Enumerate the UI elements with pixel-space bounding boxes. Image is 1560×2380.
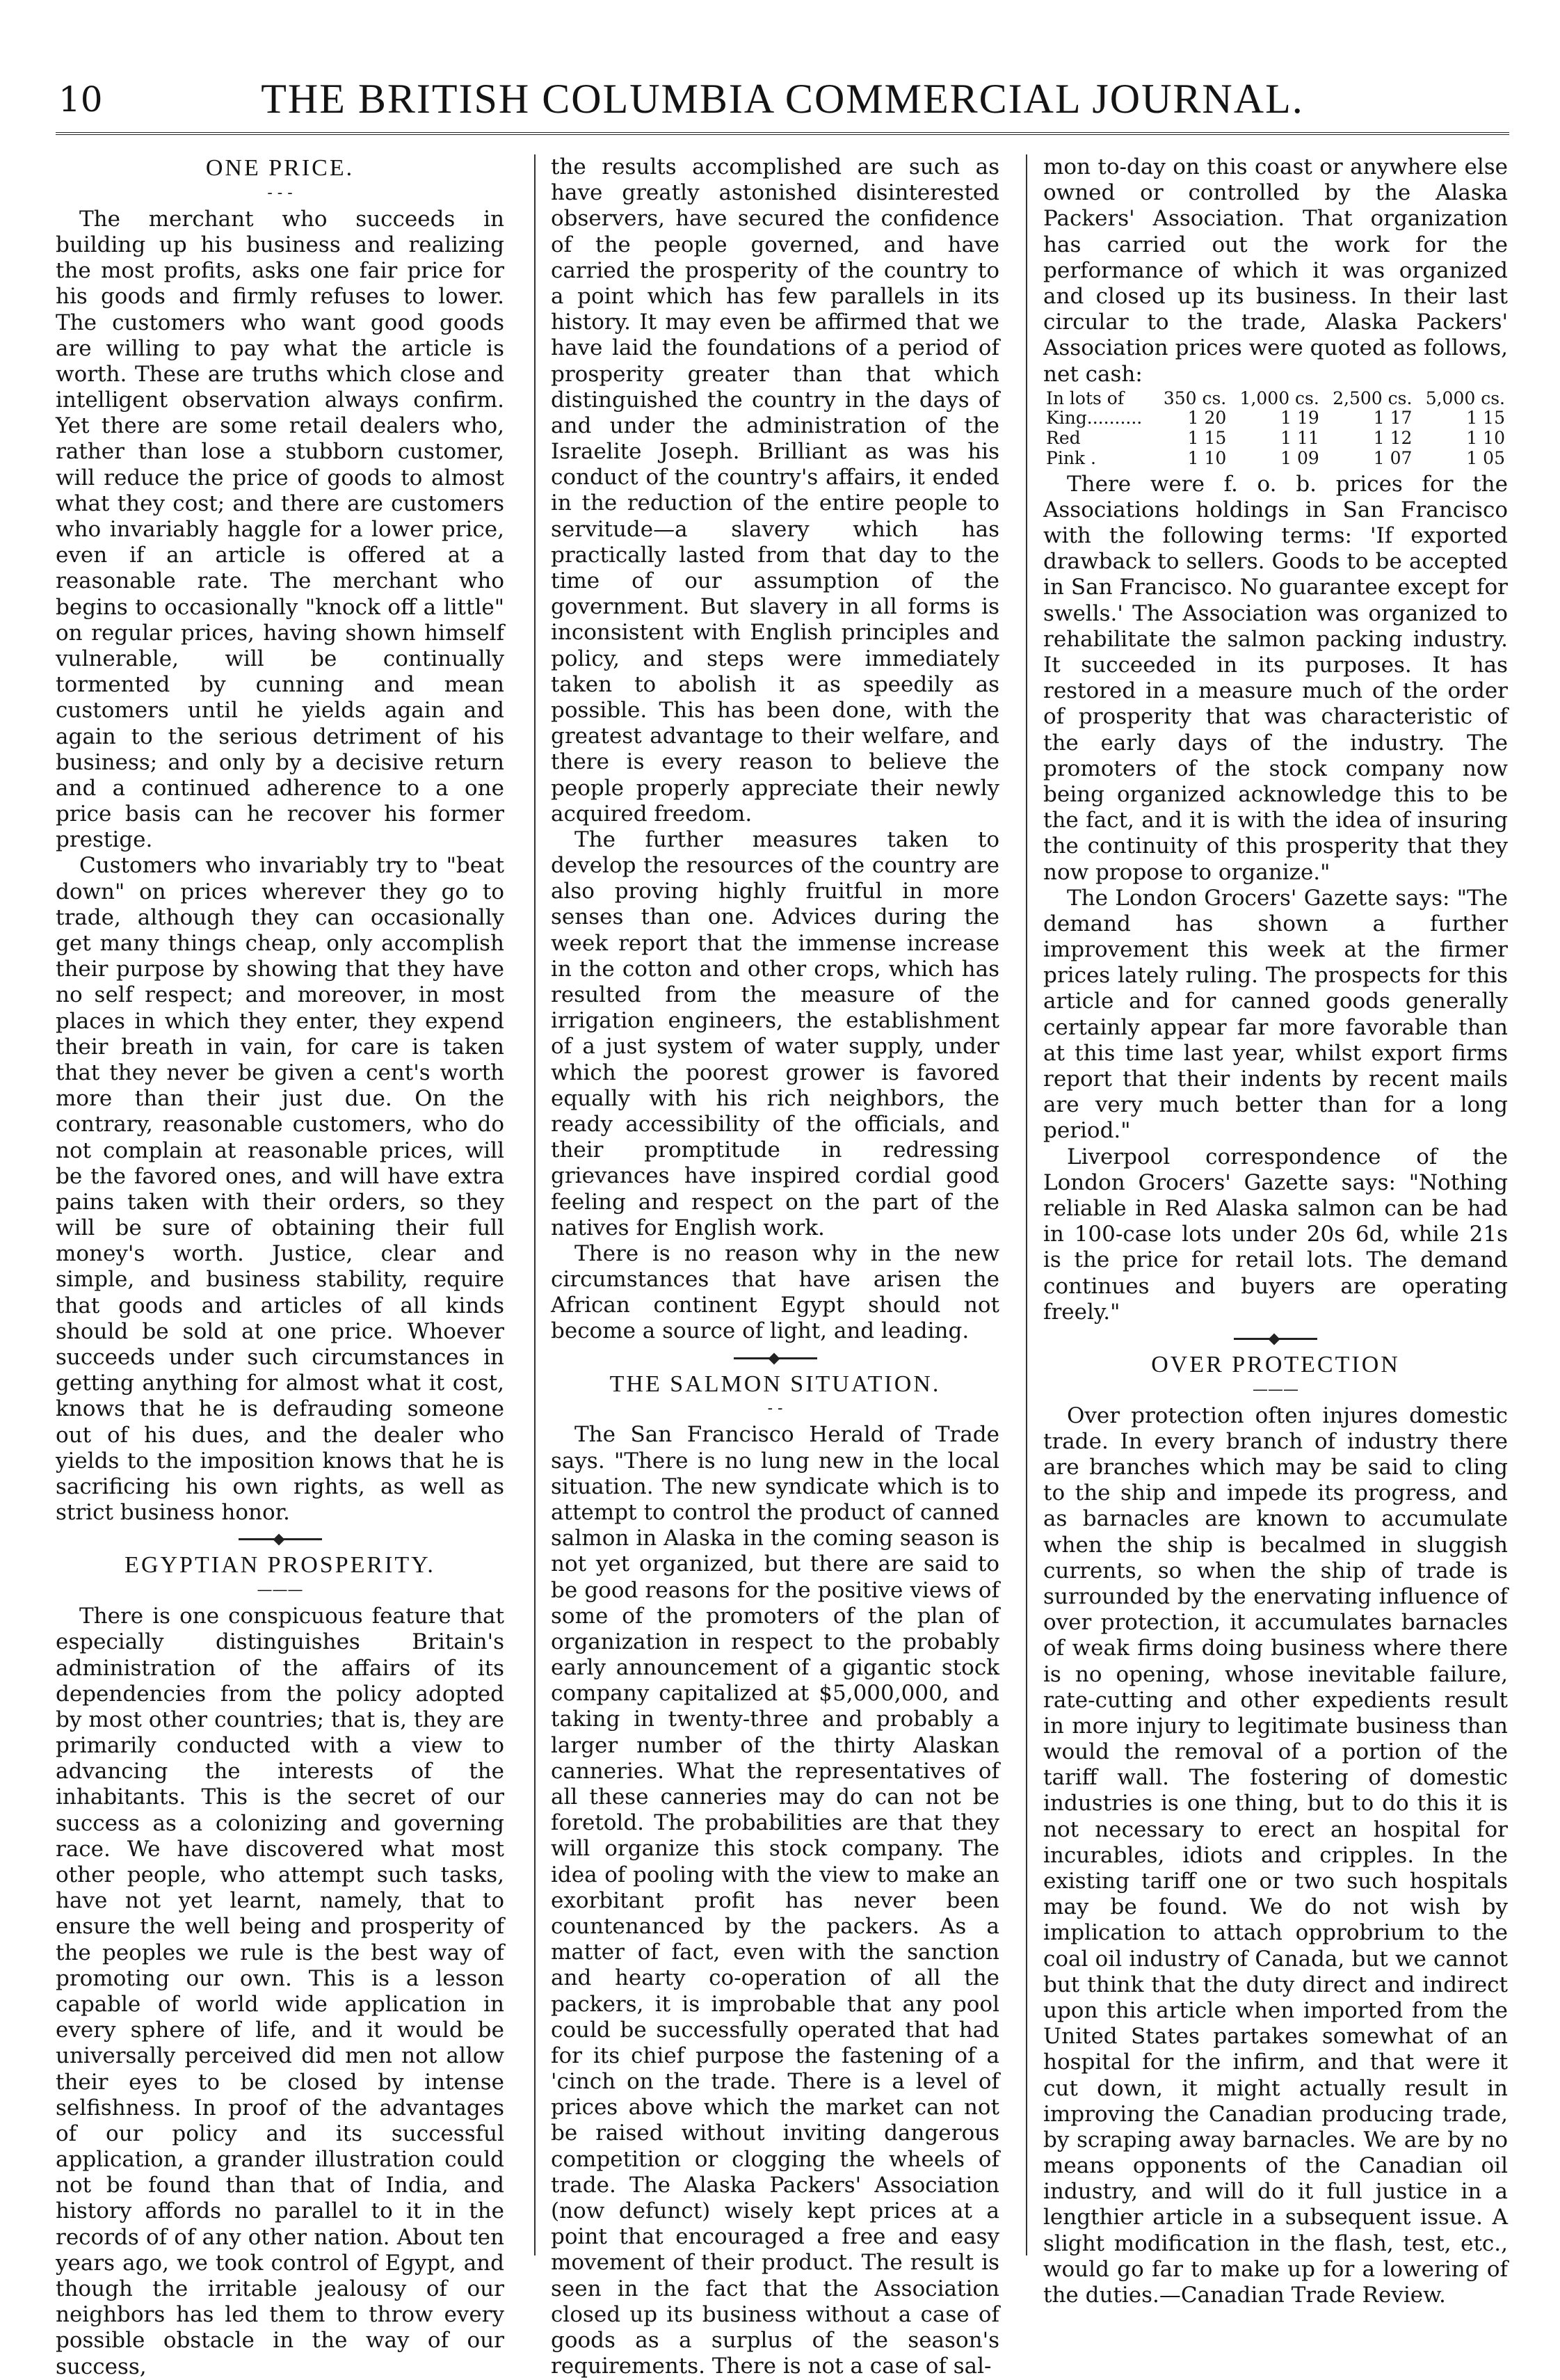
egyptian-paragraph: The further measures taken to develop the resources of the country are also proving highly fruitful in more senses than one. Advices during the week report that the immense increase in the cotton and other crops, which has resulted from the measure of the irrigation engineers, the establishment of a just system of water supply, under which the poorest grower is favored equally with his rich neighbors, the ready accessibility of the officials, and their promptitude in redressing grievances have inspired cordial good feeling and respect on the part of the natives for English work. bbox=[551, 826, 999, 1240]
price-table-cell: 1 07 bbox=[1373, 447, 1413, 468]
price-table-cell: 5,000 cs. bbox=[1425, 388, 1505, 408]
price-table-header-row bbox=[1043, 389, 1508, 409]
column-3 bbox=[1043, 154, 1508, 2308]
section-separator bbox=[734, 1357, 817, 1359]
price-table-cell: 1 19 bbox=[1280, 408, 1319, 429]
price-table-cell: In lots of bbox=[1046, 388, 1125, 408]
salmon-paragraph: The London Grocers' Gazette says: "The demand has shown a further improvement this week at the firmer prices lately ruling. The prospects for this article and for canned goods generally certainly appear far more favorable than at this time last year, whilst export firms report that their indents by recent mails are very much better than for a long period." bbox=[1043, 885, 1508, 1144]
price-table-row bbox=[1043, 408, 1508, 429]
price-table-row bbox=[1043, 449, 1508, 469]
egyptian-paragraph: There is one conspicuous feature that especially distinguishes Britain's administration of the affairs of its dependencies from the policy adopted by most other countries; that is, they are primarily conducted with a view to advancing the interests of the inhabitants. This is the secret of our success as a colonizing and governing race. We have discovered what most other people, who attempt such tasks, have not yet learnt, namely, that to ensure the well being and prosperity of the peoples we rule is the best way of promoting our own. This is a lesson capable of world wide application in every sphere of life, and it would be universally perceived did men not allow their eyes to be closed by intense selfishness. In proof of the advantages of our policy and its successful application, a grander illustration could not be found than that of India, and history affords no parallel to it in the records of of any other nation. About ten years ago, we took control of Egypt, and though the irritable jealousy of our neighbors has led them to throw every possible obstacle in the way of our success, bbox=[56, 1604, 504, 2379]
column-divider-2 bbox=[1026, 154, 1027, 2255]
price-table-cell: 1 10 bbox=[1466, 428, 1505, 449]
salmon-paragraph: The San Francisco Herald of Trade says. "There is no lung new in the local situation. The new syndicate which is to attempt to control the product of canned salmon in Alaska in the coming season is not yet organized, but there are said to be good reasons for the positive views of some of the promoters of the plan of organization in respect to the probably early announcement of a gigantic stock company capitalized at $5,000,000, and taking in twenty-three and probably a larger number of the thirty Alaskan canneries. What the representatives of all these canneries may do can not be foretold. The probabilities are that they will organize this stock company. The idea of pooling with the view to make an exorbitant profit has never been countenanced by the packers. As a matter of fact, even with the sanction and hearty co-operation of all the packers, it is improbable that any pool could be successfully operated that had for its chief purpose the fastening of a 'cinch on the trade. There is a level of prices above which the market can not be raised without inviting dangerous competition or clogging the wheels of trade. The Alaska Packers' Association (now defunct) wisely kept prices at a point that encouraged a free and easy movement of their product. The result is seen in the fact that the Association closed up its business without a case of goods as a surplus of the season's requirements. There is not a case of sal- bbox=[551, 1422, 999, 2379]
over-protection-heading: OVER PROTECTION bbox=[1151, 1351, 1400, 1377]
price-table-cell: Red bbox=[1046, 428, 1081, 449]
egyptian-paragraph-continued: the results accomplished are such as have greatly astonished disinterested observers, have secured the confidence of the people governed, and have carried the prosperity of the country to a point which has few parallels in its history. It may even be affirmed that we have laid the foundations of a period of prosperity greater than that which distinguished the country in the days of and under the administration of the Israelite Joseph. Brilliant as was his conduct of the country's affairs, it ended in the reduction of the entire people to servitude—a slavery which has practically lasted from that day to the time of our assumption of the government. But slavery in all forms is inconsistent with English principles and policy, and steps were immediately taken to abolish it as speedily as possible. This has been done, with the greatest advantage to their welfare, and there is every reason to believe the people properly appreciate their newly acquired freedom. bbox=[551, 154, 999, 826]
column-divider-1 bbox=[534, 154, 536, 2255]
header-rule bbox=[56, 132, 1509, 135]
heading-dash: - - bbox=[767, 1400, 783, 1418]
salmon-paragraph: Liverpool correspondence of the London Grocers' Gazette says: "Nothing reliable in Red Alaska salmon can be had in 100-case lots under 20s 6d, while 21s is the price for retail lots. The demand continues and buyers are operating freely." bbox=[1043, 1144, 1508, 1325]
price-table-cell: King.......... bbox=[1046, 408, 1143, 429]
price-table-cell: 350 cs. bbox=[1163, 388, 1227, 408]
salmon-price-table bbox=[1043, 389, 1508, 469]
price-table-cell: 1 17 bbox=[1373, 408, 1413, 429]
price-table-row bbox=[1043, 429, 1508, 449]
section-separator bbox=[1234, 1338, 1317, 1340]
section-separator bbox=[239, 1538, 322, 1540]
page-number: 10 bbox=[58, 79, 103, 120]
column-1 bbox=[56, 154, 504, 2379]
egyptian-paragraph: There is no reason why in the new circumstances that have arisen the African continent Egypt should not become a source of light, and leading. bbox=[551, 1240, 999, 1344]
one-price-paragraph: The merchant who succeeds in building up his business and realizing the most profits, asks one fair price for his goods and firmly refuses to lower. The customers who want good goods are willing to pay what the article is worth. These are truths which close and intelligent observation always confirm. Yet there are some retail dealers who, rather than lose a stubborn customer, will reduce the price of goods to almost what they cost; and there are customers who invariably haggle for a lower price, even if an article is offered at a reasonable rate. The merchant who begins to occasionally "knock off a little" on regular prices, having shown himself vulnerable, will be continually tormented by cunning and mean customers until he yields again and again to the serious detriment of his business; and only by a decisive return and a continued adherence to a one price basis can he recover his former prestige. bbox=[56, 206, 504, 853]
heading-dash: ——— bbox=[1253, 1380, 1298, 1398]
heading-dash: - - - bbox=[267, 184, 293, 202]
page-header bbox=[56, 75, 1509, 131]
salmon-paragraph-continued: mon to-day on this coast or anywhere else owned or controlled by the Alaska Packers' Association. That organization has carried out the work for the performance of which it was organized and closed up its business. In their last circular to the trade, Alaska Packers' Association prices were quoted as follows, net cash: bbox=[1043, 154, 1508, 387]
price-table-cell: 1 10 bbox=[1187, 447, 1227, 468]
one-price-heading: ONE PRICE. bbox=[205, 155, 355, 181]
price-table-cell: 1 11 bbox=[1280, 428, 1319, 449]
price-table-cell: 1 15 bbox=[1187, 428, 1227, 449]
heading-dash: ——— bbox=[257, 1581, 303, 1599]
price-table-cell: Pink . bbox=[1046, 447, 1096, 468]
price-table-cell: 2,500 cs. bbox=[1333, 388, 1413, 408]
price-table-cell: 1 05 bbox=[1466, 447, 1505, 468]
price-table-cell: 1 20 bbox=[1187, 408, 1227, 429]
salmon-situation-heading: THE SALMON SITUATION. bbox=[609, 1371, 941, 1397]
price-table-cell: 1,000 cs. bbox=[1239, 388, 1319, 408]
price-table-cell: 1 09 bbox=[1280, 447, 1319, 468]
egyptian-prosperity-heading: EGYPTIAN PROSPERITY. bbox=[124, 1552, 435, 1579]
journal-title: THE BRITISH COLUMBIA COMMERCIAL JOURNAL. bbox=[261, 76, 1304, 122]
one-price-paragraph: Customers who invariably try to "beat down" on prices wherever they go to trade, although they can occasionally get many things cheap, only accomplish their purpose by showing that they have no self respect; and moreover, in most places in which they enter, they expend their breath in vain, for care is taken that they never be given a cent's worth more than their just due. On the contrary, reasonable customers, who do not complain at reasonable prices, will be the favored ones, and will have extra pains taken with their orders, so they will be sure of obtaining their full money's worth. Justice, clear and simple, and business stability, require that goods and articles of all kinds should be sold at one price. Whoever succeeds under such circumstances in getting anything for almost what it cost, knows that he is defrauding someone out of his dues, and the dealer who yields to the imposition knows that he is sacrificing his own rights, as well as strict business honor. bbox=[56, 853, 504, 1526]
price-table-cell: 1 15 bbox=[1466, 408, 1505, 429]
salmon-paragraph: There were f. o. b. prices for the Associations holdings in San Francisco with the following terms: 'If exported drawback to sellers. Goods to be accepted in San Francisco. No guarantee except for swells.' The Association was organized to rehabilitate the salmon packing industry. It succeeded in its purposes. It has restored in a measure much of the order of prosperity that was characteristic of the early days of the industry. The promoters of the stock company now being organized acknowledge this to be the fact, and it is with the idea of insuring the continuity of this prosperity that they now propose to organize." bbox=[1043, 471, 1508, 885]
column-2 bbox=[551, 154, 999, 2379]
over-protection-paragraph: Over protection often injures domestic trade. In every branch of industry there are branches which may be said to cling to the ship and impede its progress, and as barnacles are known to accumulate when the ship is becalmed in sluggish currents, so when the ship of trade is surrounded by the enervating influence of over protection, it accumulates barnacles of weak firms doing business where there is no opening, whose inevitable failure, rate-cutting and other expedients result in more injury to legitimate business than would the removal of a portion of the tariff wall. The fostering of domestic industries is one thing, but to do this it is not necessary to erect an hospital for incurables, idiots and cripples. In the existing tariff one or two such hospitals may be found. We do not wish by implication to attach opprobrium to the coal oil industry of Canada, but we cannot but think that the duty direct and indirect upon this article when imported from the United States partakes somewhat of an hospital for the infirm, and that were it cut down, it might actually result in improving the Canadian producing trade, by scraping away barnacles. We are by no means opponents of the Canadian oil industry, and will do it full justice in a lengthier article in a subsequent issue. A slight modification in the flash, test, etc., would go far to make up for a lowering of the duties.—Canadian Trade Review. bbox=[1043, 1403, 1508, 2308]
price-table-cell: 1 12 bbox=[1373, 428, 1413, 449]
